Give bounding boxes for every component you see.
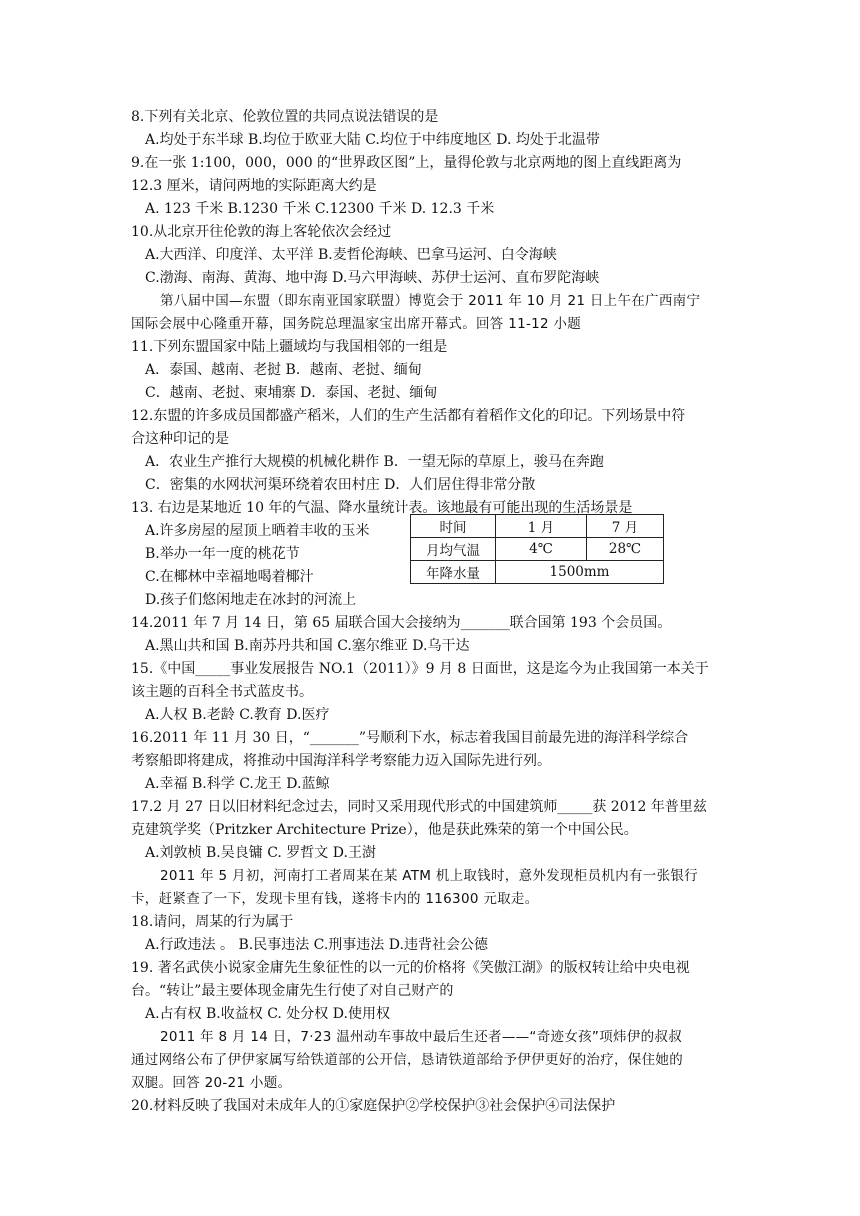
climate-table [410,514,664,584]
q14-options: A.黑山共和国 B.南苏丹共和国 C.塞尔维亚 D.乌干达 [145,638,470,654]
table-precip-value: 1500mm [496,561,664,584]
table-header-jan: 1 月 [496,515,587,538]
q16-stem-cont: 考察船即将建成，将推动中国海洋科学考察能力迈入国际先进行列。 [131,753,551,769]
q11-options-ab: A．泰国、越南、老挝 B．越南、老挝、缅甸 [145,362,422,378]
table-row-precip-label: 年降水量 [411,561,496,584]
q17-stem: 17.2 月 27 日以旧材料纪念过去，同时又采用现代形式的中国建筑师_____获 2012 年普里兹 [131,799,707,815]
q15-stem-cont: 该主题的百科全书式蓝皮书。 [131,684,313,700]
q10-options-ab: A.大西洋、印度洋、太平洋 B.麦哲伦海峡、巴拿马运河、白令海峡 [145,247,557,263]
material-asean: 第八届中国—东盟（即东南亚国家联盟）博览会于 2011 年 10 月 21 日上午在广西南宁 [160,293,701,309]
q19-stem: 19. 著名武侠小说家金庸先生象征性的以一元的价格将《笑傲江湖》的版权转让给中央电视 [131,960,690,976]
q15-options: A.人权 B.老龄 C.教育 D.医疗 [145,707,330,723]
q13-option-d: D.孩子们悠闲地走在冰封的河流上 [145,592,357,608]
q11-options-cd: C．越南、老挝、柬埔寨 D．泰国、老挝、缅甸 [145,385,438,401]
table-row-temp-label: 月均气温 [411,538,496,561]
q19-stem-cont: 台。“转让”最主要体现金庸先生行使了对自己财产的 [131,983,454,999]
material-atm-cont: 卡，赶紧查了一下，发现卡里有钱，遂将卡内的 116300 元取走。 [131,891,539,907]
q8-stem: 8.下列有关北京、伦敦位置的共同点说法错误的是 [131,109,439,125]
material-atm: 2011 年 5 月初，河南打工者周某在某 ATM 机上取钱时，意外发现柜员机内有一张银行 [160,868,698,884]
q14-stem: 14.2011 年 7 月 14 日，第 65 届联合国大会接纳为_______联合国第 193 个会员国。 [131,615,672,631]
table-temp-jul: 28℃ [587,538,664,561]
q11-stem: 11.下列东盟国家中陆上疆域均与我国相邻的一组是 [131,339,448,355]
material-asean-cont: 国际会展中心隆重开幕，国务院总理温家宝出席开幕式。回答 11-12 小题 [131,316,582,332]
q13-option-b: B.举办一年一度的桃花节 [145,546,300,562]
table-temp-jan: 4℃ [496,538,587,561]
q18-stem: 18.请问，周某的行为属于 [131,914,294,930]
q10-stem: 10.从北京开往伦敦的海上客轮依次会经过 [131,224,392,240]
q8-options: A.均处于东半球 B.均位于欧亚大陆 C.均位于中纬度地区 D. 均处于北温带 [145,132,600,148]
q9-options: A. 123 千米 B.1230 千米 C.12300 千米 D. 12.3 千米 [145,201,495,217]
q9-stem-cont: 12.3 厘米，请问两地的实际距离大约是 [131,178,377,194]
q9-stem: 9.在一张 1:100，000，000 的“世界政区图”上，量得伦敦与北京两地的图上直线距离为 [131,155,682,171]
material-wenzhou: 2011 年 8 月 14 日，7·23 温州动车事故中最后生还者——“奇迹女孩”项炜伊的叔叔 [160,1029,683,1045]
q12-stem: 12.东盟的许多成员国都盛产稻米，人们的生产生活都有着稻作文化的印记。下列场景中符 [131,408,686,424]
q18-options: A.行政违法 。 B.民事违法 C.刑事违法 D.违背社会公德 [145,937,488,953]
q17-stem-cont: 克建筑学奖（Pritzker Architecture Prize），他是获此殊荣的第一个中国公民。 [131,822,638,838]
table-header-jul: 7 月 [587,515,664,538]
q10-options-cd: C.渤海、南海、黄海、地中海 D.马六甲海峡、苏伊士运河、直布罗陀海峡 [145,270,600,286]
q12-options-ab: A．农业生产推行大规模的机械化耕作 B．一望无际的草原上，骏马在奔跑 [145,454,604,470]
q13-option-a: A.许多房屋的屋顶上晒着丰收的玉米 [145,523,370,539]
q17-options: A.刘敦桢 B.吴良镛 C. 罗哲文 D.王澍 [145,845,376,861]
q16-stem: 16.2011 年 11 月 30 日，“_______”号顺利下水，标志着我国目前最先进的海洋科学综合 [131,730,689,746]
q13-stem: 13. 右边是某地近 10 年的气温、降水量统计表。该地最有可能出现的生活场景是 [131,500,633,516]
q16-options: A.幸福 B.科学 C.龙王 D.蓝鲸 [145,776,330,792]
material-wenzhou-cont: 通过网络公布了伊伊家属写给铁道部的公开信，恳请铁道部给予伊伊更好的治疗，保住她的 [131,1052,683,1068]
q19-options: A.占有权 B.收益权 C. 处分权 D.使用权 [145,1006,390,1022]
table-header-time: 时间 [411,515,496,538]
q13-option-c: C.在椰林中幸福地喝着椰汁 [145,569,314,585]
q12-options-cd: C．密集的水网状河渠环绕着农田村庄 D．人们居住得非常分散 [145,477,536,493]
q12-stem-cont: 合这种印记的是 [131,431,229,447]
material-wenzhou-end: 双腿。回答 20-21 小题。 [131,1075,292,1091]
q20-stem: 20.材料反映了我国对未成年人的①家庭保护②学校保护③社会保护④司法保护 [131,1098,616,1114]
q15-stem: 15.《中国_____事业发展报告 NO.1（2011）》9 月 8 日面世，这是迄今为止我国第一本关于 [131,661,709,677]
